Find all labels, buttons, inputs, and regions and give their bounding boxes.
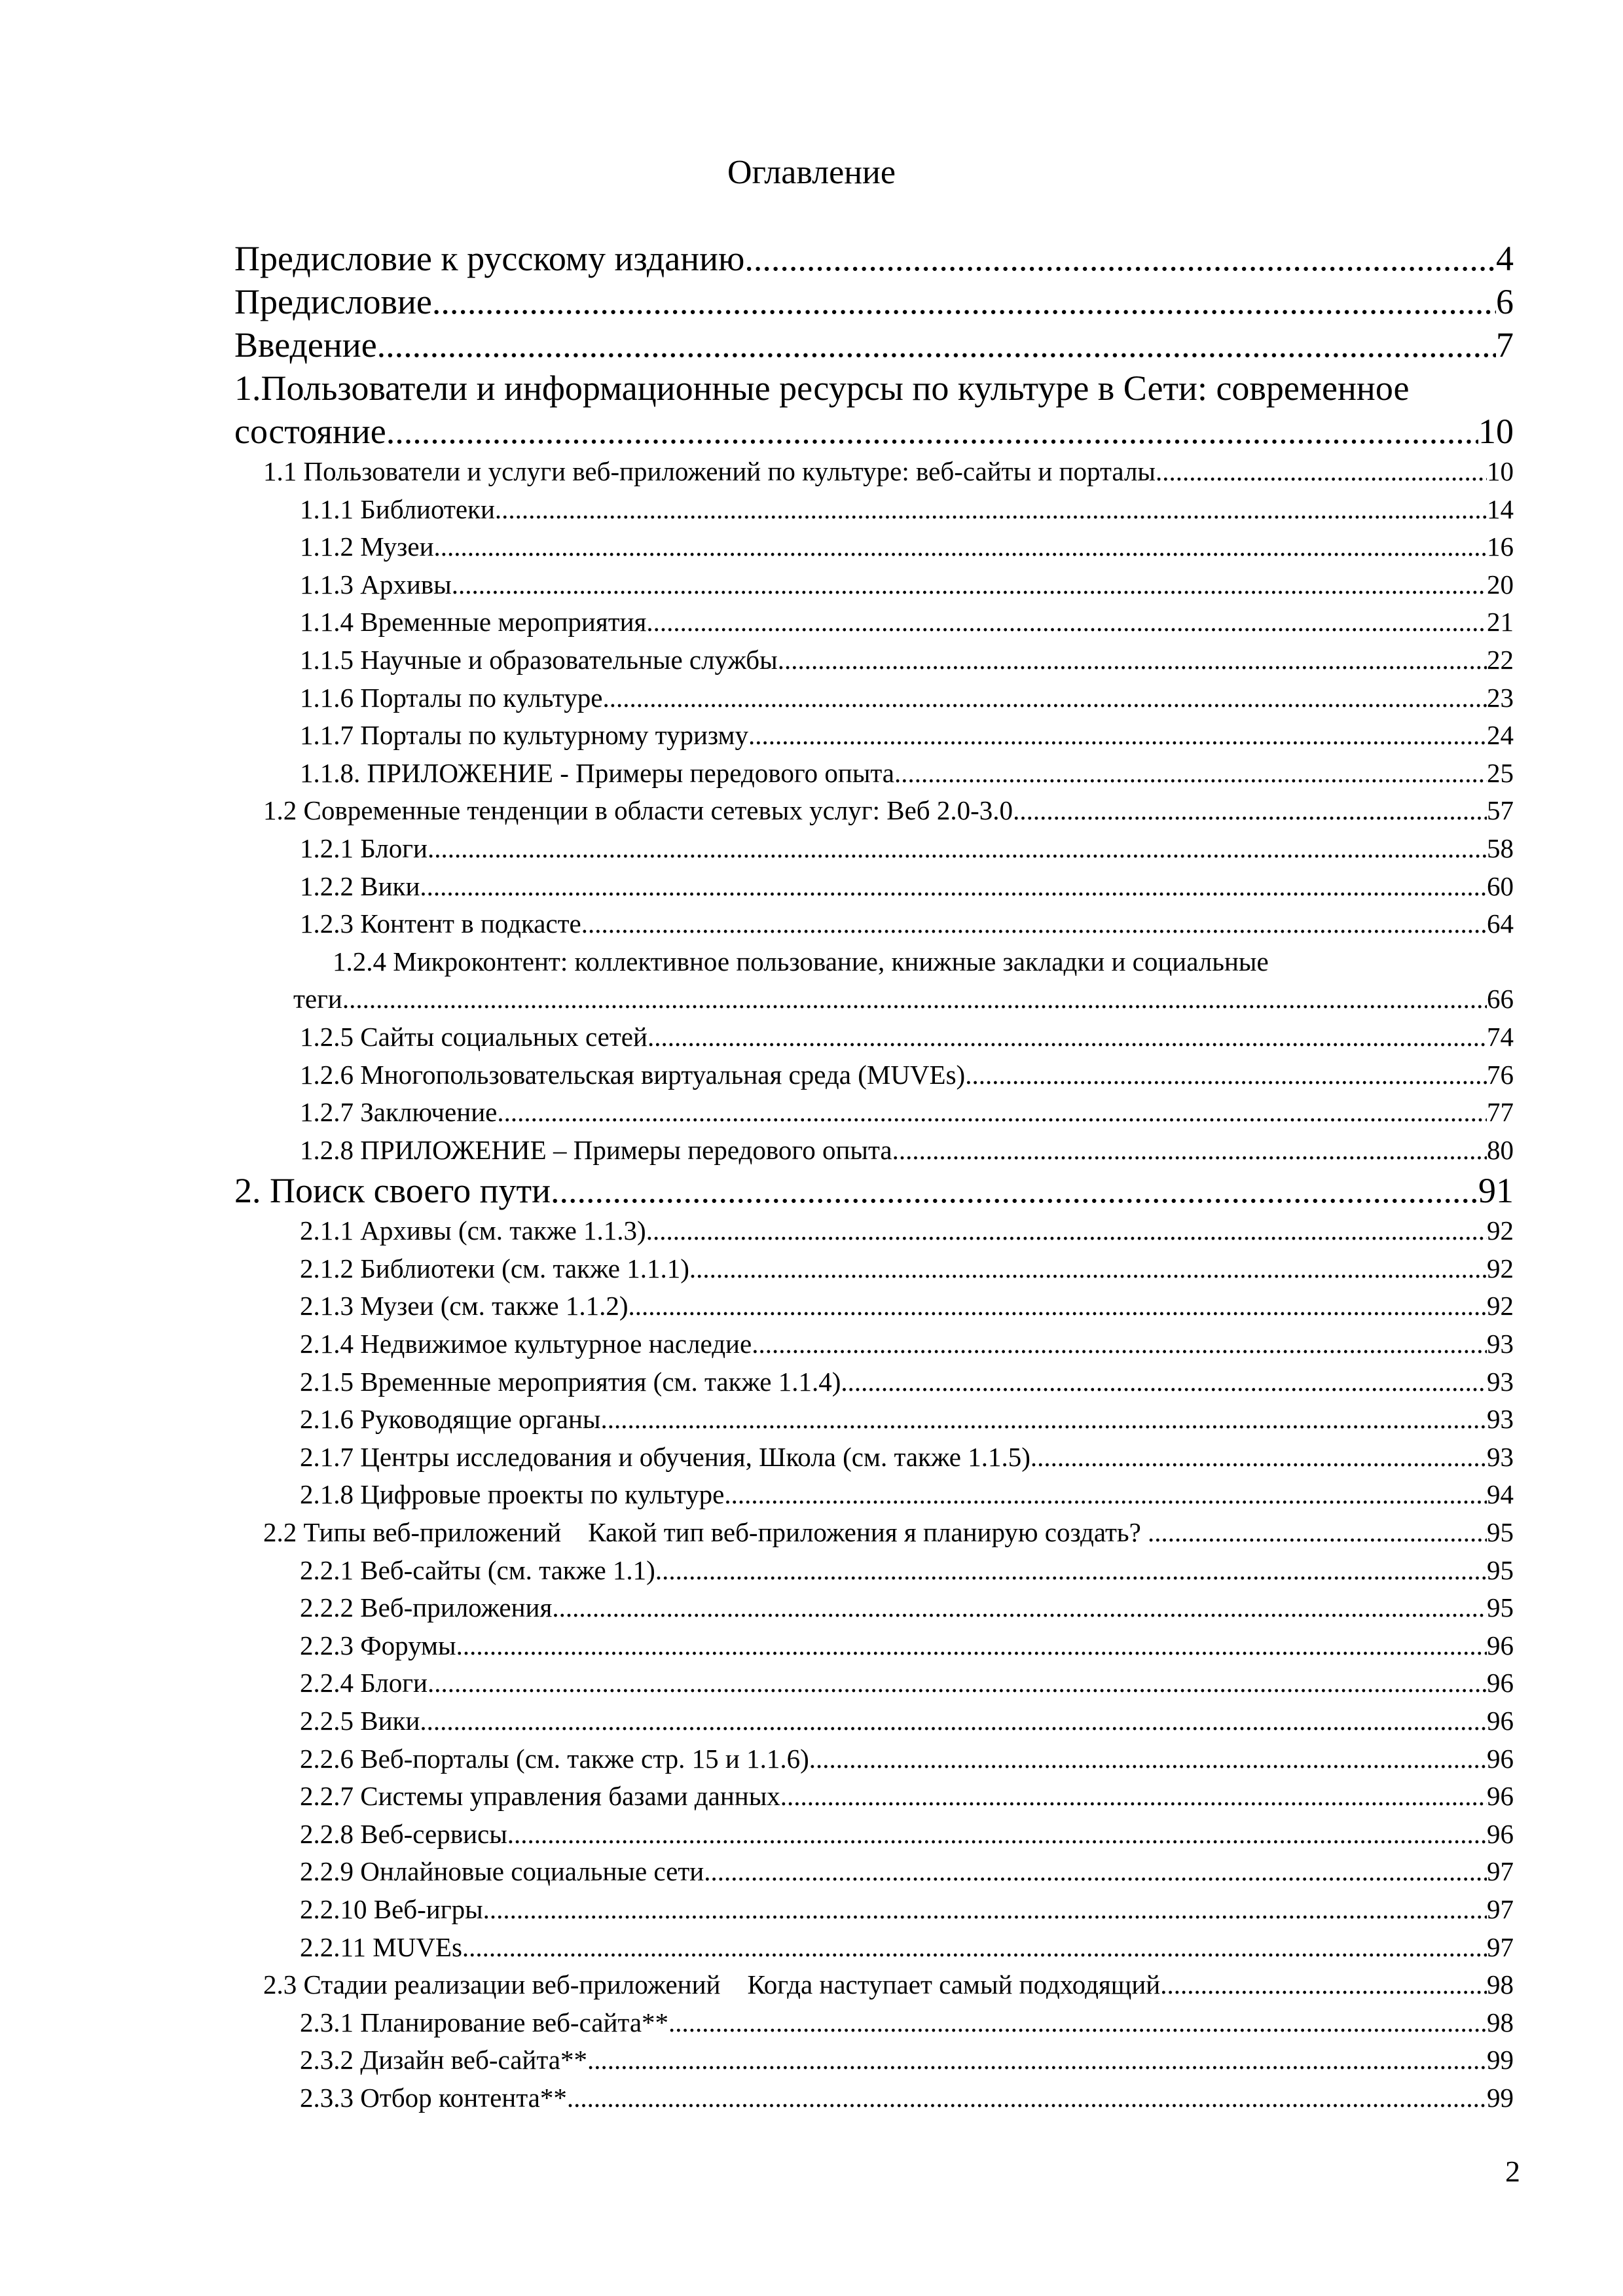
toc-entry-page: 77 — [1487, 1097, 1514, 1128]
toc-entry-2-2-6[interactable] — [234, 1740, 1514, 1778]
toc-entry-page: 76 — [1487, 1059, 1514, 1090]
toc-entry-2-1-6[interactable] — [234, 1401, 1514, 1439]
toc-entry-1-2-6[interactable] — [234, 1056, 1514, 1094]
dot-leader — [1148, 1514, 1487, 1552]
toc-entry-page: 99 — [1487, 2045, 1514, 2075]
dot-leader — [748, 717, 1487, 755]
toc-entry-page: 95 — [1487, 1517, 1514, 1548]
toc-entry-label: 2.3.3 Отбор контента** — [300, 2082, 567, 2113]
toc-entry-page: 96 — [1487, 1630, 1514, 1660]
dot-leader — [752, 1325, 1487, 1363]
toc-entry-2-2-3[interactable] — [234, 1627, 1514, 1665]
toc-entry-page: 10 — [1487, 456, 1514, 486]
toc-entry-label: 1.1 Пользователи и услуги веб-приложений по культуре: веб-сайты и порталы — [263, 456, 1156, 486]
toc-entry-label: 1.2.6 Многопользовательская виртуальная среда (MUVEs) — [300, 1059, 966, 1090]
toc-entry-page: 98 — [1487, 1969, 1514, 2000]
toc-entry-page: 25 — [1487, 757, 1514, 788]
toc-entry-page: 98 — [1487, 2007, 1514, 2037]
toc-entry-label-line2: состояние — [234, 412, 386, 451]
toc-entry-2-1-2[interactable] — [234, 1250, 1514, 1288]
dot-leader — [495, 491, 1487, 529]
dot-leader — [602, 679, 1487, 717]
toc-entry-label: 2.3.1 Планирование веб-сайта** — [300, 2007, 669, 2037]
dot-leader — [780, 1778, 1487, 1816]
toc-entry-label: 2.2.6 Веб-порталы (см. также стр. 15 и 1.1.6) — [300, 1743, 809, 1774]
toc-entry-page: 74 — [1487, 1021, 1514, 1052]
dot-leader — [1013, 792, 1487, 830]
toc-entry-label: 2.2.7 Системы управления базами данных — [300, 1781, 780, 1812]
dot-leader — [377, 323, 1496, 367]
dot-leader — [497, 1094, 1487, 1132]
toc-entry-1-1-6[interactable] — [234, 679, 1514, 717]
toc-entry-2-1-3[interactable] — [234, 1287, 1514, 1325]
toc-entry-2-2-9[interactable] — [234, 1853, 1514, 1891]
toc-entry-page: 96 — [1487, 1818, 1514, 1849]
toc-entry-2-2-8[interactable] — [234, 1816, 1514, 1854]
toc-entry-page: 60 — [1487, 870, 1514, 901]
dot-leader — [646, 1212, 1487, 1250]
toc-entry-page: 93 — [1487, 1366, 1514, 1397]
toc-entry-label: 1.2.3 Контент в подкасте — [300, 908, 581, 939]
dot-leader — [841, 1363, 1487, 1401]
toc-entry-label: 1.2.7 Заключение — [300, 1097, 498, 1128]
toc-entry-label: 2.1.2 Библиотеки (см. также 1.1.1) — [300, 1253, 689, 1283]
toc-entry-page: 23 — [1487, 682, 1514, 713]
toc-entry-intro[interactable] — [234, 323, 1514, 367]
toc-entry-page: 97 — [1487, 1893, 1514, 1924]
toc-entry-2-1-5[interactable] — [234, 1363, 1514, 1401]
dot-leader — [483, 1891, 1487, 1929]
toc-entry-1-1-1[interactable] — [234, 491, 1514, 529]
toc-entry-1-2-4[interactable] — [234, 943, 1514, 1018]
toc-entry-label: 2.2.5 Вики — [300, 1706, 420, 1736]
toc-entry-label: 2.2.9 Онлайновые социальные сети — [300, 1856, 704, 1887]
toc-entry-label: 1.1.3 Архивы — [300, 569, 452, 600]
toc-entry-page: 97 — [1487, 1856, 1514, 1887]
dot-leader — [581, 905, 1487, 943]
toc-entry-1-1-5[interactable] — [234, 641, 1514, 679]
toc-entry-label: 1.1.2 Музеи — [300, 531, 434, 562]
dot-leader — [552, 1589, 1487, 1627]
toc-entry-1-2-8[interactable] — [234, 1132, 1514, 1170]
toc-entry-page: 92 — [1487, 1253, 1514, 1283]
toc-entry-2-1-7[interactable] — [234, 1439, 1514, 1477]
toc-entry-label: 2. Поиск своего пути — [234, 1171, 551, 1211]
toc-entry-preface[interactable] — [234, 280, 1514, 323]
toc-entry-page: 22 — [1487, 644, 1514, 675]
toc-entry-2-2-11[interactable] — [234, 1929, 1514, 1967]
dot-leader — [965, 1056, 1487, 1094]
dot-leader — [386, 410, 1478, 453]
toc-entry-label: 1.2.1 Блоги — [300, 833, 428, 863]
toc-entry-2-2-7[interactable] — [234, 1778, 1514, 1816]
dot-leader — [428, 830, 1487, 868]
toc-entry-chapter-1[interactable] — [234, 367, 1514, 453]
toc-entry-page: 80 — [1487, 1134, 1514, 1165]
dot-leader — [704, 1853, 1487, 1891]
toc-entry-2-1-8[interactable] — [234, 1476, 1514, 1514]
dot-leader — [420, 868, 1487, 906]
toc-entry-1-1-7[interactable] — [234, 717, 1514, 755]
toc-entry-1-1-4[interactable] — [234, 603, 1514, 641]
dot-leader — [507, 1816, 1487, 1854]
toc-entry-1-2-7[interactable] — [234, 1094, 1514, 1132]
toc-entry-label: 2.1.1 Архивы (см. также 1.1.3) — [300, 1215, 646, 1246]
toc-entry-label: 2.3 Стадии реализации веб-приложений Когда наступает самый подходящий — [263, 1969, 1161, 2000]
toc-entry-page: 96 — [1487, 1706, 1514, 1736]
dot-leader — [809, 1740, 1487, 1778]
toc-entry-label: 1.1.1 Библиотеки — [300, 493, 495, 524]
page-title: Оглавление — [727, 154, 896, 191]
toc-entry-page: 93 — [1487, 1441, 1514, 1472]
toc-entry-label: 2.2.2 Веб-приложения — [300, 1592, 553, 1623]
toc-entry-page: 20 — [1487, 569, 1514, 600]
toc-entry-2-2-2[interactable] — [234, 1589, 1514, 1627]
toc-entry-label: 1.1.8. ПРИЛОЖЕНИЕ - Примеры передового опыта — [300, 757, 894, 788]
toc-entry-page: 14 — [1487, 493, 1514, 524]
toc-entry-label: 2.1.4 Недвижимое культурное наследие — [300, 1329, 752, 1359]
toc-entry-1-1-8[interactable] — [234, 755, 1514, 793]
dot-leader — [456, 1627, 1487, 1665]
toc-entry-chapter-2[interactable] — [234, 1169, 1514, 1212]
dot-leader — [432, 280, 1496, 323]
toc-entry-1-2-5[interactable] — [234, 1018, 1514, 1056]
toc-entry-page: 96 — [1487, 1668, 1514, 1698]
toc-entry-2-2-1[interactable] — [234, 1552, 1514, 1590]
dot-leader — [689, 1250, 1487, 1288]
toc-entry-2-2[interactable] — [234, 1514, 1514, 1552]
dot-leader — [342, 980, 1487, 1018]
dot-leader — [452, 566, 1487, 604]
toc-entry-page: 92 — [1487, 1215, 1514, 1246]
toc-entry-label: 2.2.10 Веб-игры — [300, 1893, 483, 1924]
toc-entry-label: 1.1.4 Временные мероприятия — [300, 607, 647, 637]
toc-entry-label: 2.1.7 Центры исследования и обучения, Школа (см. также 1.1.5) — [300, 1441, 1030, 1472]
toc-entry-label-line1: 1.Пользователи и информационные ресурсы по культуре в Сети: современное — [234, 368, 1410, 408]
toc-entry-label: 1.2.2 Вики — [300, 870, 420, 901]
dot-leader — [551, 1169, 1478, 1212]
toc-entry-2-3[interactable] — [234, 1966, 1514, 2004]
toc-entry-2-3-3[interactable] — [234, 2079, 1514, 2117]
toc-entry-label: 2.2.3 Форумы — [300, 1630, 456, 1660]
toc-entry-label: Предисловие к русскому изданию — [234, 239, 745, 278]
dot-leader — [420, 1702, 1487, 1740]
toc-entry-label: 1.2.5 Сайты социальных сетей — [300, 1021, 647, 1052]
toc-entry-label-line1: 1.2.4 Микроконтент: коллективное пользование, книжные закладки и социальные — [333, 946, 1269, 977]
dot-leader — [892, 1132, 1487, 1170]
toc-entry-page: 57 — [1487, 795, 1514, 826]
toc-entry-label: 2.1.5 Временные мероприятия (см. также 1.1.4) — [300, 1366, 841, 1397]
dot-leader — [646, 603, 1487, 641]
toc-entry-1-1-3[interactable] — [234, 566, 1514, 604]
toc-entry-label: 1.2 Современные тенденции в области сетевых услуг: Веб 2.0-3.0 — [263, 795, 1013, 826]
toc-entry-label: 1.1.5 Научные и образовательные службы — [300, 644, 778, 675]
toc-entry-page: 95 — [1487, 1554, 1514, 1585]
toc-entry-label: 2.1.8 Цифровые проекты по культуре — [300, 1479, 725, 1510]
toc-entry-label: 2.1.6 Руководящие органы — [300, 1404, 601, 1435]
toc-entry-page: 94 — [1487, 1479, 1514, 1510]
toc-entry-page: 97 — [1487, 1931, 1514, 1962]
toc-entry-label: 2.1.3 Музеи (см. также 1.1.2) — [300, 1291, 629, 1321]
toc-entry-label: 2.2 Типы веб-приложений Какой тип веб-приложения я планирую создать? — [263, 1517, 1148, 1548]
toc-entry-label: 2.2.4 Блоги — [300, 1668, 428, 1698]
dot-leader — [647, 1018, 1487, 1056]
dot-leader — [629, 1287, 1487, 1325]
dot-leader — [668, 2004, 1487, 2042]
toc-entry-label: 1.1.6 Порталы по культуре — [300, 682, 603, 713]
toc-entry-page: 10 — [1478, 412, 1514, 451]
toc-entry-page: 21 — [1487, 607, 1514, 637]
dot-leader — [894, 755, 1487, 793]
toc-entry-label: Предисловие — [234, 282, 432, 321]
toc-entry-page: 66 — [1487, 984, 1514, 1014]
dot-leader — [1160, 1966, 1487, 2004]
table-of-contents — [234, 237, 1514, 2117]
dot-leader — [655, 1552, 1487, 1590]
toc-entry-label: 1.1.7 Порталы по культурному туризму — [300, 720, 748, 751]
toc-entry-2-2-10[interactable] — [234, 1891, 1514, 1929]
toc-entry-2-3-2[interactable] — [234, 2041, 1514, 2079]
toc-entry-1-1[interactable] — [234, 453, 1514, 491]
toc-entry-label: 2.2.1 Веб-сайты (см. также 1.1) — [300, 1554, 655, 1585]
dot-leader — [587, 2041, 1487, 2079]
toc-entry-2-1-1[interactable] — [234, 1212, 1514, 1250]
toc-entry-label: 2.2.11 MUVEs — [300, 1931, 462, 1962]
toc-entry-page: 58 — [1487, 833, 1514, 863]
toc-entry-2-2-5[interactable] — [234, 1702, 1514, 1740]
toc-entry-label: 1.2.8 ПРИЛОЖЕНИЕ – Примеры передового опыта — [300, 1134, 892, 1165]
dot-leader — [434, 528, 1487, 566]
toc-entry-page: 64 — [1487, 908, 1514, 939]
toc-entry-page: 95 — [1487, 1592, 1514, 1623]
toc-entry-1-1-2[interactable] — [234, 528, 1514, 566]
toc-entry-2-2-4[interactable] — [234, 1664, 1514, 1702]
toc-entry-label-line2: теги — [293, 984, 342, 1014]
toc-entry-label: 2.2.8 Веб-сервисы — [300, 1818, 507, 1849]
toc-entry-label: Введение — [234, 325, 377, 365]
toc-entry-preface-ru[interactable] — [234, 237, 1514, 280]
toc-entry-1-2-1[interactable] — [234, 830, 1514, 868]
toc-entry-page: 96 — [1487, 1743, 1514, 1774]
dot-leader — [428, 1664, 1487, 1702]
dot-leader — [1156, 453, 1487, 491]
dot-leader — [600, 1401, 1487, 1439]
toc-entry-page: 6 — [1496, 282, 1514, 321]
toc-entry-page: 24 — [1487, 720, 1514, 751]
dot-leader — [744, 237, 1496, 280]
toc-entry-page: 92 — [1487, 1291, 1514, 1321]
toc-entry-page: 96 — [1487, 1781, 1514, 1812]
toc-entry-2-3-1[interactable] — [234, 2004, 1514, 2042]
dot-leader — [778, 641, 1487, 679]
toc-entry-page: 4 — [1496, 239, 1514, 278]
page-number: 2 — [1505, 2155, 1520, 2188]
dot-leader — [1030, 1439, 1487, 1477]
toc-entry-page: 93 — [1487, 1404, 1514, 1435]
toc-entry-label: 2.3.2 Дизайн веб-сайта** — [300, 2045, 587, 2075]
dot-leader — [724, 1476, 1487, 1514]
dot-leader — [567, 2079, 1487, 2117]
toc-entry-page: 16 — [1487, 531, 1514, 562]
toc-entry-1-2-2[interactable] — [234, 868, 1514, 906]
toc-entry-page: 99 — [1487, 2082, 1514, 2113]
toc-entry-2-1-4[interactable] — [234, 1325, 1514, 1363]
toc-entry-page: 91 — [1478, 1171, 1514, 1211]
toc-entry-1-2[interactable] — [234, 792, 1514, 830]
toc-entry-page: 7 — [1496, 325, 1514, 365]
dot-leader — [462, 1929, 1487, 1967]
toc-entry-1-2-3[interactable] — [234, 905, 1514, 943]
toc-entry-page: 93 — [1487, 1329, 1514, 1359]
